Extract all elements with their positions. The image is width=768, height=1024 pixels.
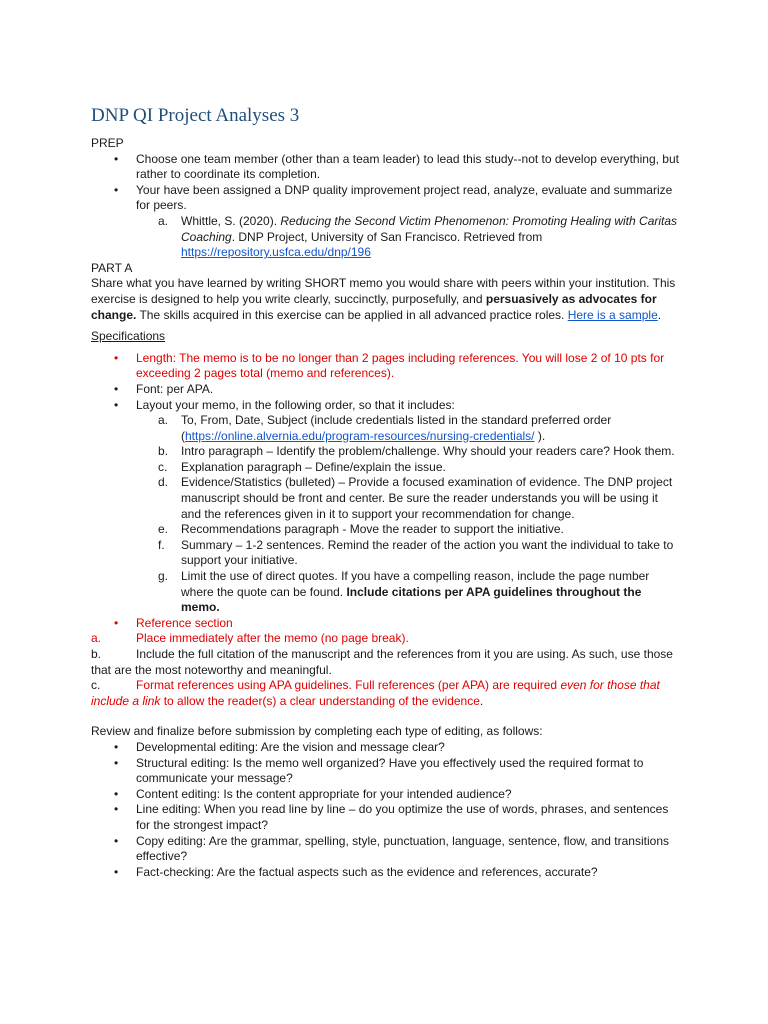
layout-subitem-text: Explanation paragraph – Define/explain the issue. (181, 459, 446, 474)
layout-subitem-text: Evidence/Statistics (bulleted) – Provide a focused examination of evidence. The DNP project manuscript should be front and center. Be sure the reader understands you will be using it and the references given in it to support your recommendation for change. (181, 475, 673, 521)
reference-item: • Reference section (91, 616, 681, 632)
sample-link[interactable]: Here is a sample (567, 307, 658, 322)
list-marker: c. (158, 459, 168, 474)
list-marker: c. (91, 678, 101, 693)
reference-point-italic: even for those that include a link (91, 678, 660, 708)
layout-subitem (91, 569, 681, 616)
part-a-period: . (657, 307, 662, 322)
reference-point-a (91, 631, 681, 647)
part-a-bold: persuasively as advocates for change. (91, 291, 657, 322)
prep-heading: PREP (91, 136, 124, 150)
list-marker: f. (158, 537, 165, 552)
specifications-list (91, 351, 681, 413)
layout-subitem (91, 538, 681, 569)
reference-point-b (91, 647, 681, 678)
citation-author: Whittle, S. (2020). (181, 213, 281, 228)
list-marker: a. (158, 413, 169, 428)
list-marker: a. (158, 213, 169, 228)
layout-subitem-text: Recommendations paragraph - Move the reader to support the initiative. (181, 522, 564, 537)
list-marker: e. (158, 522, 169, 537)
part-a-paragraph (91, 276, 681, 323)
review-intro: Review and finalize before submission by completing each type of editing, as follows: (91, 724, 543, 739)
review-item: • Content editing: Is the content appropriate for your intended audience? (91, 787, 681, 803)
prep-item: • Your have been assigned a DNP quality improvement project read, analyze, evaluate and summarize for peers. (91, 183, 681, 214)
credentials-link[interactable]: https://online.alvernia.edu/program-resources/nursing-credentials/ (185, 428, 535, 443)
review-item: • Fact-checking: Are the factual aspects such as the evidence and references, accurate? (91, 865, 681, 881)
layout-subitem-text: Limit the use of direct quotes. If you have a compelling reason, include the page number where the quote can be found. (181, 569, 650, 599)
list-marker: g. (158, 569, 169, 584)
list-marker: a. (91, 631, 102, 646)
specifications-heading: Specifications (91, 329, 166, 344)
layout-subitem (91, 522, 681, 538)
reference-point-text: Format references using APA guidelines. Full references (per APA) are required (136, 678, 561, 693)
length-item: • Length: The memo is to be no longer than 2 pages including references. You will lose 2 of 10 pts for exceeding 2 pages total (memo and references). (91, 351, 681, 382)
document-content (91, 104, 681, 880)
layout-subitem-end: ). (534, 428, 546, 443)
citation-source: . DNP Project, University of San Francisco. Retrieved from (231, 229, 543, 244)
reference-point-c (91, 678, 681, 709)
font-item: • Font: per APA. (91, 382, 681, 398)
layout-subitem (91, 475, 681, 522)
list-marker: d. (158, 475, 169, 490)
review-item: • Developmental editing: Are the vision and message clear? (91, 740, 681, 756)
layout-subitem (91, 444, 681, 460)
review-item: • Copy editing: Are the grammar, spelling, style, punctuation, language, sentence, flow, and transitions effective? (91, 834, 681, 865)
part-a-text-2: The skills acquired in this exercise can be applied in all advanced practice roles. (136, 307, 568, 322)
list-marker: b. (91, 647, 102, 661)
part-a-heading: PART A (91, 260, 133, 275)
list-marker: b. (158, 444, 169, 459)
reference-point-text-2: to allow the reader(s) a clear understanding of the evidence (160, 693, 480, 708)
layout-sublist (91, 413, 681, 616)
part-a-text: Share what you have learned by writing SHORT memo you would share with peers within your institution. This exercise is designed to help you write clearly, succinctly, purposefully, and (91, 276, 676, 306)
prep-item: • Choose one team member (other than a team leader) to lead this study--not to develop everything, but rather to coordinate its completion. (91, 152, 681, 183)
reference-list (91, 616, 681, 632)
reference-point-end: . (479, 693, 484, 708)
citation-title: Reducing the Second Victim Phenomenon: Promoting Healing with Caritas Coaching (181, 213, 678, 244)
project-citation (91, 214, 681, 261)
document-title: DNP QI Project Analyses 3 (91, 105, 300, 126)
layout-subitem-text: Summary – 1-2 sentences. Remind the reader of the action you want the individual to take to support your initiative. (181, 537, 674, 568)
layout-subitem-bold: Include citations per APA guidelines throughout the memo. (181, 584, 642, 615)
citation-link[interactable]: https://repository.usfca.edu/dnp/196 (181, 245, 371, 260)
layout-subitem (91, 413, 681, 444)
review-item: • Structural editing: Is the memo well organized? Have you effectively used the required format to communicate your message? (91, 756, 681, 787)
layout-subitem-text: To, From, Date, Subject (include credentials listed in the standard preferred order ( (181, 413, 612, 443)
review-item: • Line editing: When you read line by line – do you optimize the use of words, phrases, and sentences for the strongest impact? (91, 802, 681, 833)
layout-subitem-text: Intro paragraph – Identify the problem/challenge. Why should your readers care? Hook them. (181, 444, 675, 459)
prep-list (91, 152, 681, 214)
layout-subitem (91, 460, 681, 476)
review-list (91, 740, 681, 880)
reference-point-text: Include the full citation of the manuscript and the references from it you are using. As such, use those that are the most noteworthy and meaningful. (91, 647, 673, 677)
reference-point-text: Place immediately after the memo (no page break). (136, 631, 409, 646)
layout-item: • Layout your memo, in the following order, so that it includes: (91, 398, 681, 414)
